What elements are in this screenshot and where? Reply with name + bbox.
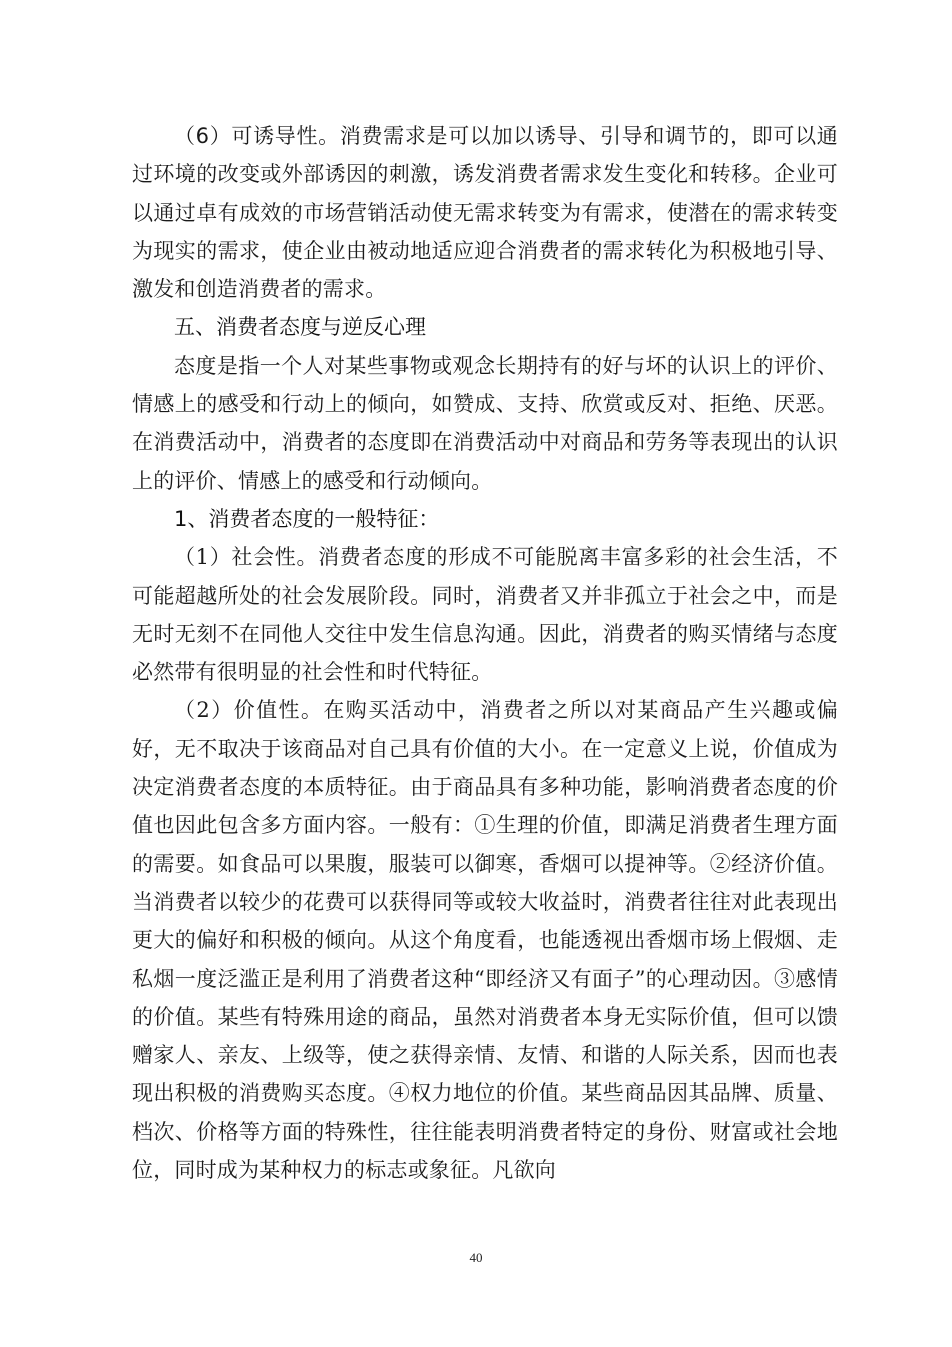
paragraph-sociality: （1）社会性。消费者态度的形成不可能脱离丰富多彩的社会生活，不可能超越所处的社会发展阶段。同时，消费者又并非孤立于社会之中，而是无时无刻不在同他人交往中发生信息沟通。因此，消费者的购买情绪与态度必然带有很明显的社会性和时代特征。 [132,545,838,685]
paragraph-attitude-definition: 态度是指一个人对某些事物或观念长期持有的好与坏的认识上的评价、情感上的感受和行动上的倾向，如赞成、支持、欣赏或反对、拒绝、厌恶。在消费活动中，消费者的态度即在消费活动中对商品和劳务等表现出的认识上的评价、情感上的感受和行动倾向。 [132,353,838,493]
paragraph-inducibility [132,117,838,308]
inducibility-lead: （6）可诱导性 [174,124,319,148]
subheading-attitude-features: 1、消费者态度的一般特征： [174,506,440,531]
paragraph-value: （2）价值性。在购买活动中，消费者之所以对某商品产生兴趣或偏好，无不取决于该商品对自己具有价值的大小。在一定意义上说，价值成为决定消费者态度的本质特征。由于商品具有多种功能，影响消费者态度的价值也因此包含多方面内容。一般有：①生理的价值，即满足消费者生理方面的需要。如食品可以果腹，服装可以御寒，香烟可以提神等。②经济价值。当消费者以较少的花费可以获得同等或较大收益时，消费者往往对此表现出更大的偏好和积极的倾向。从这个角度看，也能透视出香烟市场上假烟、走私烟一度泛滥正是利用了消费者这种“即经济又有面子”的心理动因。③感情的价值。某些有特殊用途的商品，虽然对消费者本身无实际价值，但可以馈赠家人、亲友、上级等，使之获得亲情、友情、和谐的人际关系，因而也表现出积极的消费购买态度。④权力地位的价值。某些商品因其品牌、质量、档次、价格等方面的特殊性，往往能表明消费者特定的身份、财富或社会地位，同时成为某种权力的标志或象征。凡欲向 [132,698,838,1183]
section-heading: 五、消费者态度与逆反心理 [174,315,426,340]
document-body [132,117,838,1189]
page-number: 40 [469,1250,483,1265]
inducibility-text: 。消费需求是可以加以诱导、引导和调节的，即可以通过环境的改变或外部诱因的刺激，诱发消费者需求发生变化和转移。企业可以通过卓有成效的市场营销活动使无需求转变为有需求，使潜在的需求转变为现实的需求，使企业由被动地适应迎合消费者的需求转化为积极地引导、激发和创造消费者的需求。 [132,124,838,302]
